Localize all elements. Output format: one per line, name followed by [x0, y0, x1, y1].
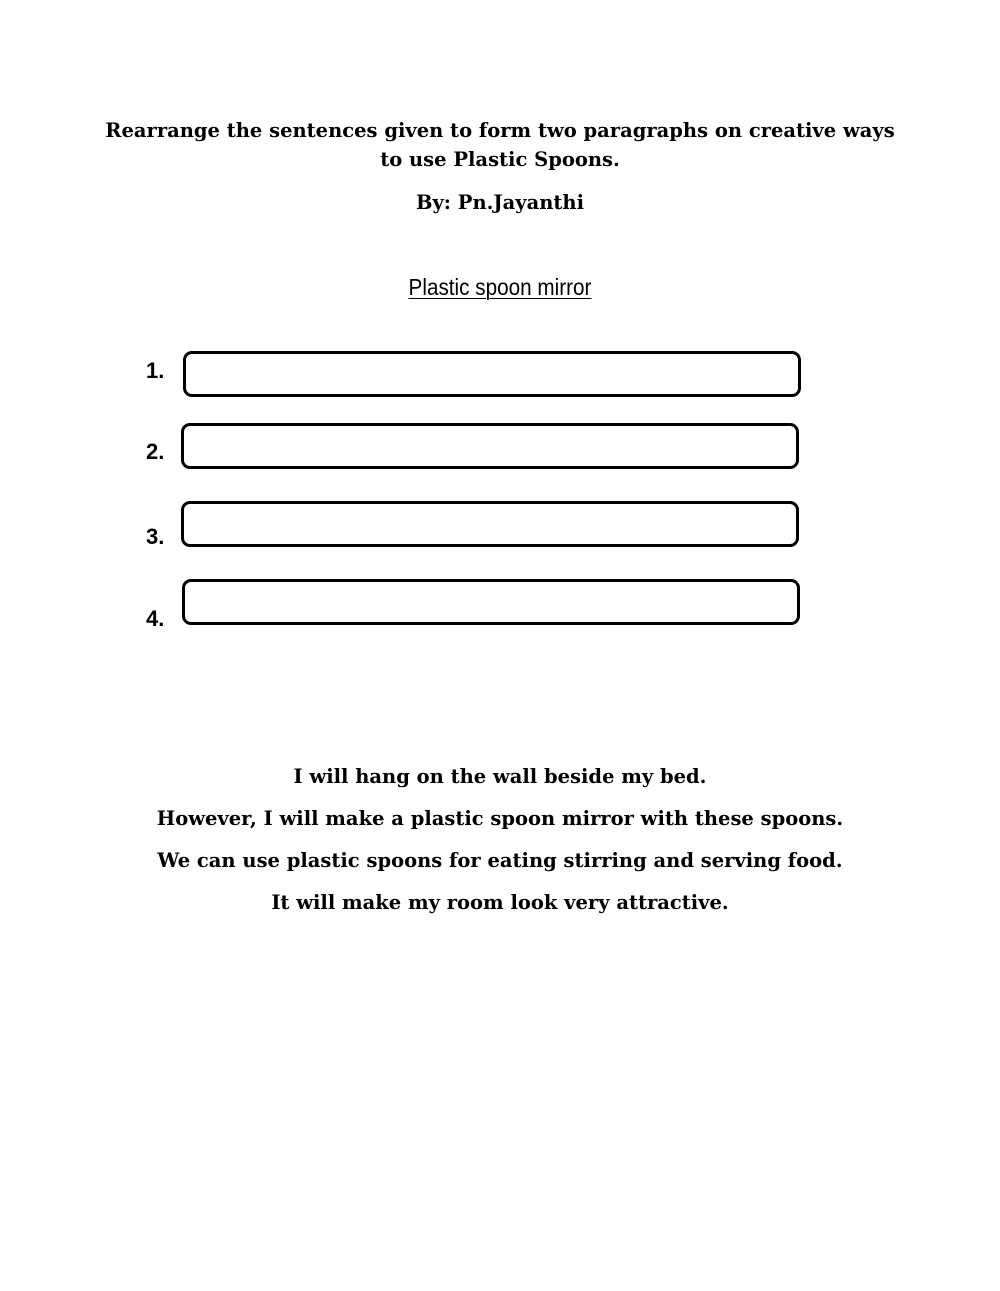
author-line: By: Pn.Jayanthi: [415, 191, 585, 214]
sentence-option-1[interactable]: I will hang on the wall beside my bed.: [293, 765, 707, 788]
answer-number-3: 3.: [146, 524, 165, 549]
section-title-text: Plastic spoon mirror: [408, 274, 592, 300]
answer-number-2: 2.: [146, 439, 165, 464]
instructions-line-2: to use Plastic Spoons.: [380, 148, 620, 171]
instructions: [100, 116, 900, 174]
instructions-line-1: Rearrange the sentences given to form two paragraphs on creative ways: [105, 119, 895, 142]
answer-number-4: 4.: [146, 606, 165, 631]
sentence-option-3[interactable]: We can use plastic spoons for eating stirring and serving food.: [157, 849, 843, 872]
answer-box-1[interactable]: [183, 351, 801, 397]
answer-box-3[interactable]: [181, 501, 799, 547]
answer-box-2[interactable]: [181, 423, 799, 469]
sentence-option-2[interactable]: However, I will make a plastic spoon mirror with these spoons.: [156, 807, 844, 830]
answer-number-1: 1.: [146, 358, 165, 383]
section-title: [140, 272, 860, 302]
sentence-option-4[interactable]: It will make my room look very attractive.: [271, 891, 729, 914]
sentence-bank: [100, 760, 900, 928]
answer-box-4[interactable]: [182, 579, 800, 625]
